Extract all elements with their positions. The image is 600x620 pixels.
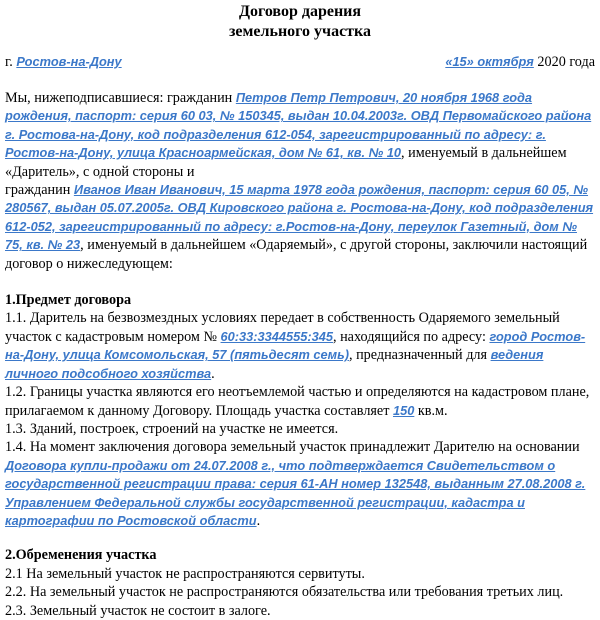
year-text: 2020 года — [533, 54, 595, 70]
address-field: город Ростов-на-Дону, улица Комсомольская, 57 (пятьдесят семь) — [5, 328, 586, 363]
spacer — [5, 273, 597, 291]
clause-2-3: 2.3. Земельный участок не состоит в залоге. — [5, 602, 271, 619]
clause-text: , предназначенный для — [348, 347, 491, 364]
cadastral-number-field: 60:33:3344555:345 — [220, 328, 333, 344]
spacer — [5, 530, 597, 546]
clause-text: . — [256, 512, 261, 529]
date-field: «15» октября — [445, 54, 534, 69]
parties-text: , именуемый в дальнейшем «Одаряемый», с другой стороны, заключили настоящий договор о нижеследующем: — [5, 237, 588, 272]
section-1-heading: 1.Предмет договора — [5, 292, 132, 309]
document-title: Договор дарения — [238, 3, 362, 20]
area-field: 150 — [392, 402, 415, 418]
city-prefix: г. — [5, 54, 17, 70]
purpose-field: ведения личного подсобного хозяйства — [5, 347, 544, 381]
document-subtitle: земельного участка — [228, 23, 371, 40]
clause-text: 1.4. На момент заключения договора земельный участок принадлежит Дарителю на основании — [5, 439, 580, 456]
clause-1-4 — [5, 438, 597, 530]
clause-text: 1.2. Границы участка являются его неотъемлемой частью и определяются на кадастровом плане, прилагаемом к данному Договору. Площадь участка составляет — [5, 384, 590, 419]
date — [445, 53, 595, 71]
clause-text: . — [211, 365, 215, 382]
clause-text: 1.1. Даритель на безвозмездных условиях передает в собственность Одаряемого земельный участок с кадастровым номером № — [5, 310, 560, 345]
section-2-heading: 2.Обременения участка — [5, 547, 157, 564]
parties-text: гражданин — [5, 182, 74, 199]
parties-text: Мы, нижеподписавшиеся: гражданин — [5, 90, 236, 106]
city-field: Ростов-на-Дону — [16, 54, 122, 69]
place-date-line — [5, 53, 595, 71]
ownership-basis-field: Договора купли-продажи от 24.07.2008 г., что подтверждается Свидетельством о государственной регистрации права: серия 61-АН номер 132548, выданным 27.08.2008 г. Управлением Федеральной службы государственной регистрации, кадастра и картографии по Ростовской области — [5, 457, 586, 528]
clause-text: кв.м. — [414, 402, 448, 419]
clause-2-2: 2.2. На земельный участок не распространяются обязательства или требования третьих лиц. — [5, 584, 564, 601]
donor-details-field: Петров Петр Петрович, 20 ноября 1968 года рождения, паспорт: серия 60 03, № 150345, выдан 10.04.2003г. ОВД Первомайского района г. Ростова-на-Дону, код подразделения 612-054, зарегистрированный по адресу: г. Ростов-на-Дону, улица Красноармейская, дом № 61, кв. № 10 — [5, 90, 592, 161]
parties-paragraph-donor — [5, 89, 597, 181]
clause-1-2 — [5, 383, 597, 420]
recipient-details-field: Иванов Иван Иванович, 15 марта 1978 года рождения, паспорт: серия 60 05, № 280567, выдан 05.07.2005г. ОВД Кировского района г. Ростова-на-Дону, код подразделения 612-052, зарегистрированный по адресу: г.Ростов-на-Дону, переулок Газетный, дом № 75, кв. № 23 — [5, 182, 594, 253]
document-body — [5, 89, 597, 620]
place — [5, 53, 122, 71]
clause-1-3: 1.3. Зданий, построек, строений на участке не имеется. — [5, 420, 339, 437]
parties-text: , именуемый в дальнейшем «Даритель», с одной стороны и — [5, 145, 567, 180]
clause-text: , находящийся по адресу: — [332, 328, 490, 345]
clause-1-1 — [5, 309, 597, 383]
parties-paragraph-recipient — [5, 181, 597, 273]
clause-2-1: 2.1 На земельный участок не распространяются сервитуты. — [5, 565, 365, 582]
